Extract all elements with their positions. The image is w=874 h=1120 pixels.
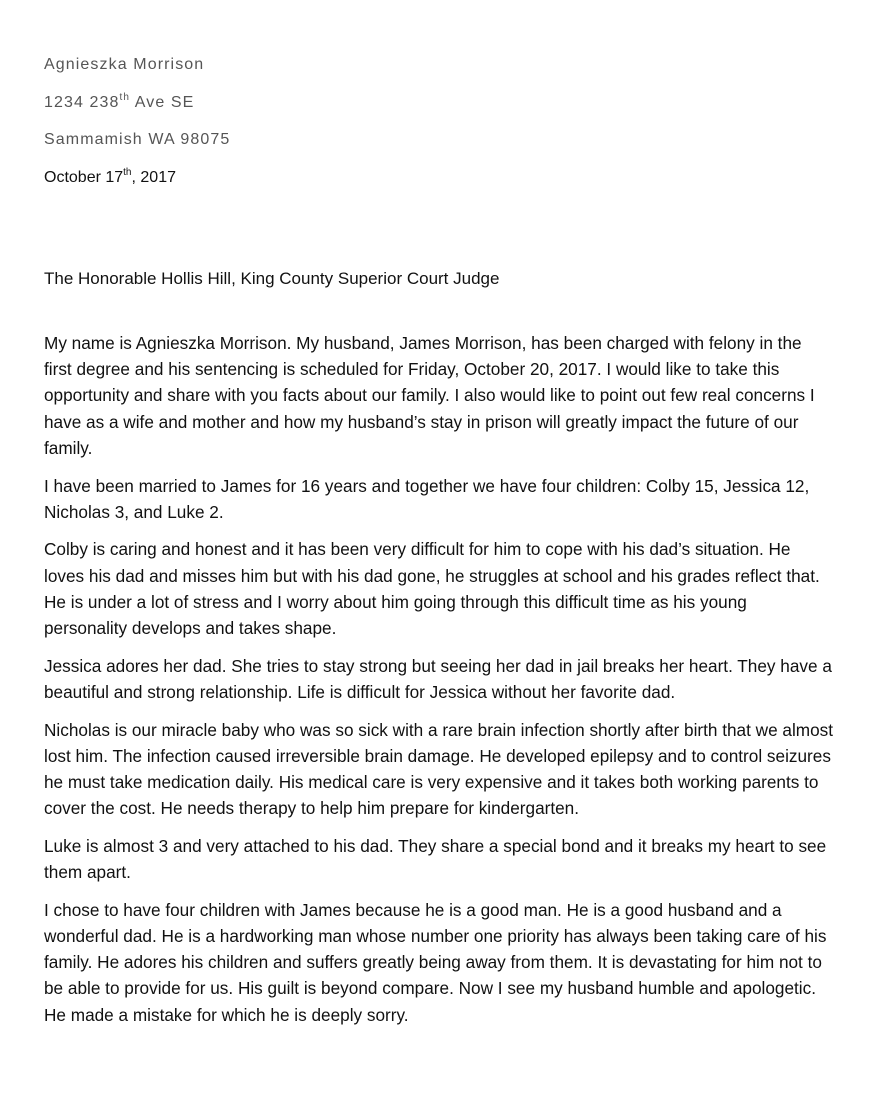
letter-date: [44, 165, 824, 191]
paragraph-nicholas: Nicholas is our miracle baby who was so sick with a rare brain infection shortly after birth that we almost lost him. The infection caused irreversible brain damage. He developed epilepsy and to control seizures he must take medication daily. His medical care is very expensive and it takes both working parents to cover the cost. He needs therapy to help him prepare for kindergarten.: [44, 719, 834, 819]
paragraph-luke: Luke is almost 3 and very attached to his dad. They share a special bond and it breaks my heart to see them apart.: [44, 835, 827, 883]
date-ordinal-suffix: th: [123, 166, 132, 178]
sender-block: [44, 52, 824, 191]
paragraph-jessica: Jessica adores her dad. She tries to stay strong but seeing her dad in jail breaks her heart. They have a beautiful and strong relationship. Life is difficult for Jessica without her favorite dad.: [44, 655, 832, 702]
sender-name: Agnieszka Morrison: [44, 56, 205, 73]
paragraph-family: I have been married to James for 16 years and together we have four children: Colby 15, Jessica 12, Nicholas 3, and Luke 2.: [44, 475, 810, 522]
letter-body: [44, 330, 834, 1039]
sender-street: [44, 90, 824, 128]
paragraph-introduction: My name is Agnieszka Morrison. My husband, James Morrison, has been charged with felony in the first degree and his sentencing is scheduled for Friday, October 20, 2017. I would like to take this opportunity and share with you facts about our family. I also would like to point out few real concerns I have as a wife and mother and how my husband’s stay in prison will greatly impact the future of our family.: [44, 333, 815, 458]
street-number: 1234 238: [44, 93, 120, 111]
paragraph-james: I chose to have four children with James because he is a good man. He is a good husband and a wonderful dad. He is a hardworking man whose number one priority has always been taking care of his family. He adores his children and suffers greatly being away from them. It is devastating for him not to be able to provide for us. His guilt is beyond compare. Now I see my husband humble and apologetic. He made a mistake for which he is deeply sorry.: [44, 899, 827, 1025]
street-ordinal-suffix: th: [119, 91, 131, 103]
paragraph-colby: Colby is caring and honest and it has been very difficult for him to cope with his dad’s situation. He loves his dad and misses him but with his dad gone, he struggles at school and his grades reflect that. He is under a lot of stress and I worry about him going through this difficult time as his young personality develops and takes shape.: [44, 539, 820, 639]
street-rest: Ave SE: [130, 93, 195, 111]
date-month-day: October 17: [44, 168, 124, 186]
salutation: The Honorable Hollis Hill, King County Superior Court Judge: [44, 269, 500, 288]
sender-city: Sammamish WA 98075: [44, 131, 231, 148]
date-year: , 2017: [131, 168, 176, 186]
